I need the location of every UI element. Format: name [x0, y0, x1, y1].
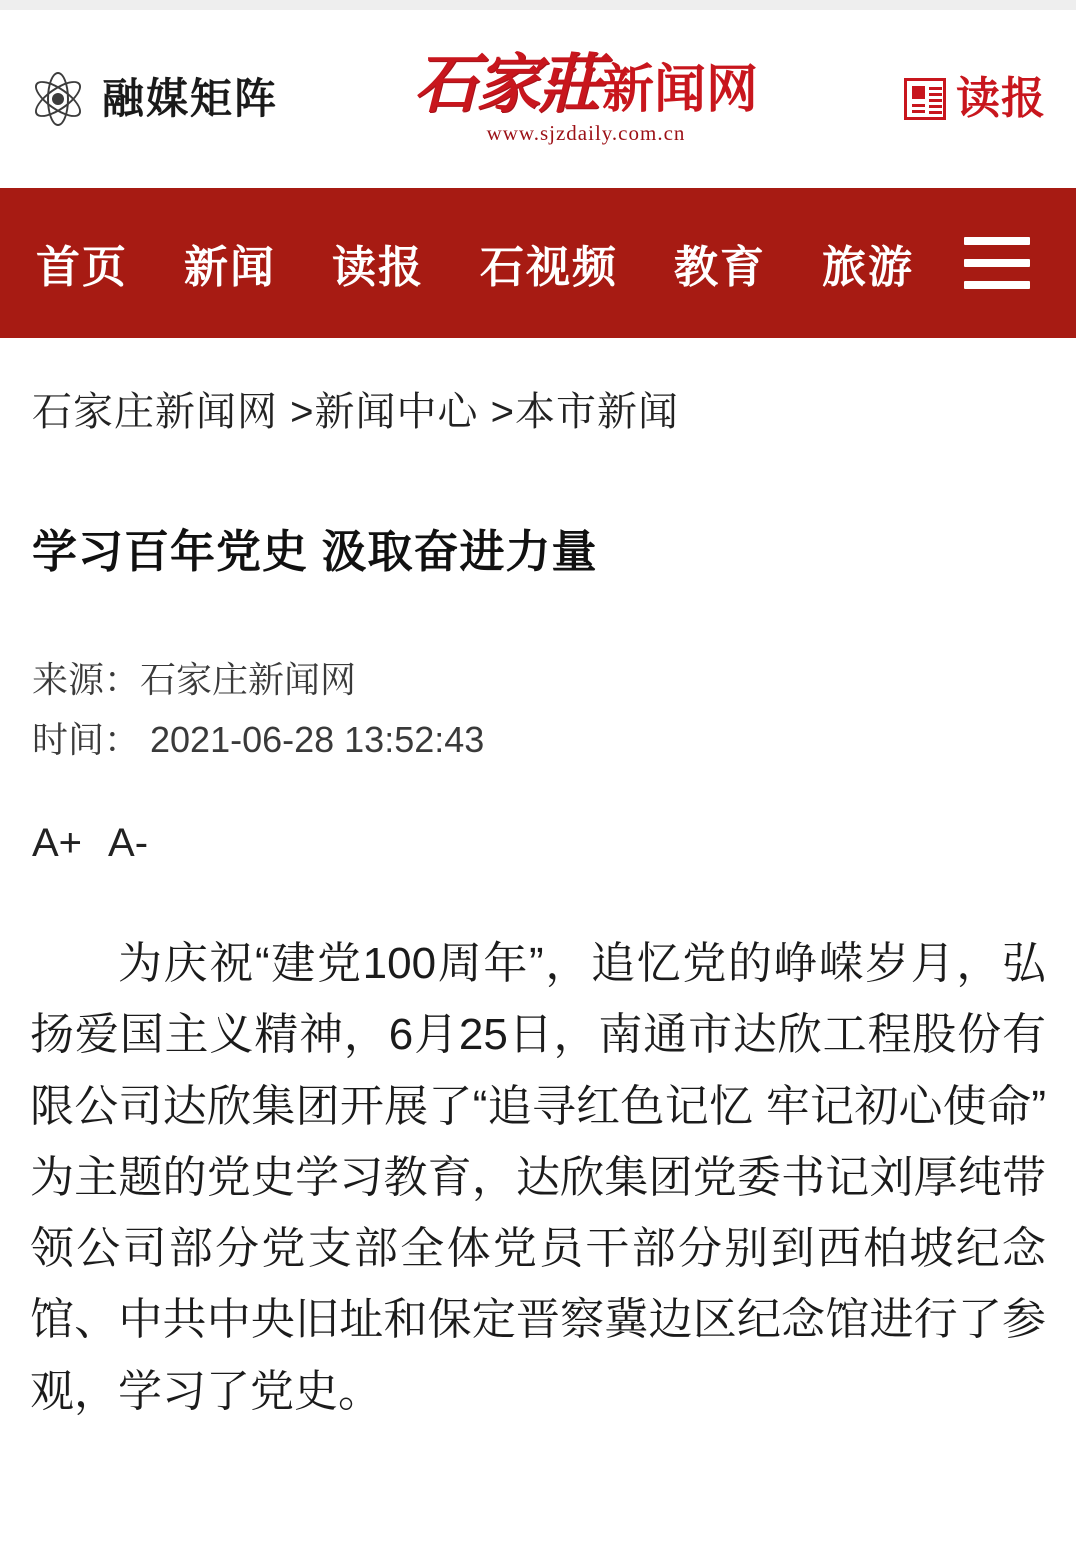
status-strip — [0, 0, 1076, 10]
article-body — [0, 866, 1076, 1495]
nav-item-readpaper[interactable]: 读报 — [332, 243, 424, 292]
nav-item-video[interactable]: 石视频 — [480, 243, 618, 292]
site-logo-text — [414, 48, 759, 120]
site-logo-shi: 石家莊 — [414, 48, 600, 120]
read-paper-link[interactable] — [904, 74, 1046, 123]
site-header — [0, 10, 1076, 188]
site-logo[interactable] — [414, 48, 759, 146]
article-meta — [0, 610, 1076, 769]
site-logo-news: 新闻网 — [602, 61, 759, 119]
breadcrumb-site[interactable]: 石家庄新闻网 — [32, 390, 278, 434]
font-decrease-button[interactable]: A- — [108, 821, 149, 866]
nav-item-home[interactable]: 首页 — [36, 243, 128, 292]
breadcrumb-separator-1: > — [278, 390, 315, 434]
breadcrumb-separator-2: > — [478, 390, 515, 434]
atom-icon — [30, 71, 86, 127]
media-matrix-link[interactable] — [30, 71, 278, 127]
nav-item-travel[interactable]: 旅游 — [822, 243, 914, 292]
breadcrumb-section[interactable]: 本市新闻 — [514, 390, 679, 434]
read-paper-label: 读报 — [956, 74, 1046, 123]
newspaper-icon — [904, 78, 946, 120]
article-paragraph: 为庆祝“建党100周年”，追忆党的峥嵘岁月，弘扬爱国主义精神，6月25日，南通市达欣工程股份有限公司达欣集团开展了“追寻红色记忆 牢记初心使命”为主题的党史学习教育，达欣集团党委书记刘厚纯带领公司部分党支部全体党员干部分别到西柏坡纪念馆、中共中央旧址和保定晋察冀边区纪念馆进行了参观，学习了党史。 — [30, 939, 1046, 1416]
article-source: 来源：石家庄新闻网 — [32, 659, 357, 701]
main-nav — [0, 188, 1076, 338]
nav-item-news[interactable]: 新闻 — [184, 243, 276, 292]
site-logo-url: www.sjzdaily.com.cn — [486, 120, 686, 145]
nav-item-education[interactable]: 教育 — [674, 243, 766, 292]
article-time: 时间： 2021-06-28 13:52:43 — [32, 718, 485, 760]
breadcrumb — [0, 338, 1076, 437]
breadcrumb-channel[interactable]: 新闻中心 — [314, 390, 479, 434]
hamburger-icon[interactable] — [964, 237, 1030, 289]
page-title: 学习百年党史 汲取奋进力量 — [32, 526, 598, 578]
media-matrix-label: 融媒矩阵 — [102, 75, 279, 122]
font-size-controls — [0, 769, 1076, 866]
font-increase-button[interactable]: A+ — [32, 821, 83, 866]
